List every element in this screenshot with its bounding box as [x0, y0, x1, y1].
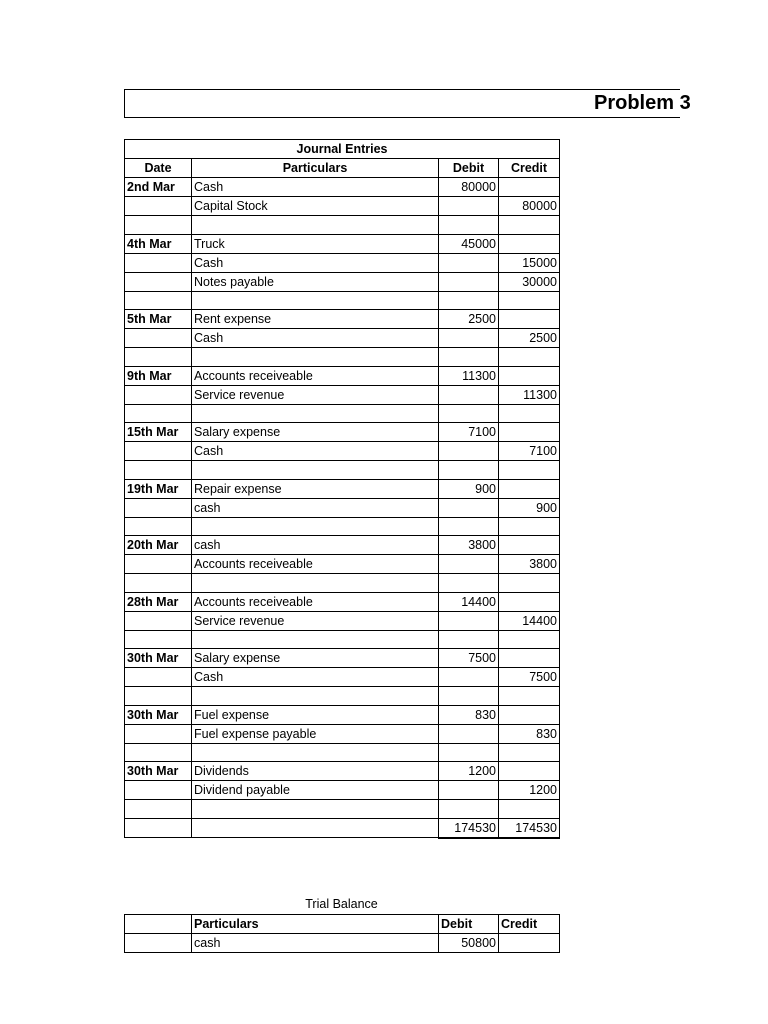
- debit-cell: [439, 329, 499, 348]
- column-header-blank: [125, 915, 192, 934]
- trial-balance-title: Trial Balance: [305, 897, 378, 911]
- credit-cell: [499, 934, 560, 953]
- date-cell: 19th Mar: [125, 479, 192, 498]
- date-cell: 30th Mar: [125, 762, 192, 781]
- credit-cell: 900: [499, 498, 560, 517]
- date-cell: 9th Mar: [125, 366, 192, 385]
- column-header-date: Date: [125, 159, 192, 178]
- date-cell: [125, 253, 192, 272]
- trial-header-row: [125, 915, 560, 934]
- date-cell: [125, 800, 192, 819]
- total-debit-cell: 174530: [439, 818, 499, 838]
- date-cell: 30th Mar: [125, 705, 192, 724]
- particulars-cell: [192, 348, 439, 367]
- table-row: [125, 234, 560, 253]
- credit-cell: [499, 630, 560, 649]
- debit-cell: [439, 348, 499, 367]
- table-row: [125, 329, 560, 348]
- totals-row: [125, 818, 560, 838]
- credit-cell: [499, 649, 560, 668]
- credit-cell: 11300: [499, 385, 560, 404]
- column-header-particulars: Particulars: [192, 159, 439, 178]
- debit-cell: 830: [439, 705, 499, 724]
- particulars-cell: Fuel expense payable: [192, 724, 439, 743]
- particulars-cell: Cash: [192, 178, 439, 197]
- credit-cell: [499, 348, 560, 367]
- credit-cell: 15000: [499, 253, 560, 272]
- particulars-cell: [192, 630, 439, 649]
- totals-blank-cell: [125, 818, 192, 838]
- debit-cell: [439, 724, 499, 743]
- date-cell: [125, 461, 192, 480]
- credit-cell: [499, 574, 560, 593]
- table-row: [125, 705, 560, 724]
- credit-cell: [499, 479, 560, 498]
- table-row: [125, 291, 560, 310]
- credit-cell: 1200: [499, 781, 560, 800]
- debit-cell: [439, 574, 499, 593]
- credit-cell: [499, 291, 560, 310]
- debit-cell: 11300: [439, 366, 499, 385]
- particulars-cell: Cash: [192, 253, 439, 272]
- credit-cell: 2500: [499, 329, 560, 348]
- particulars-cell: Dividends: [192, 762, 439, 781]
- particulars-cell: Dividend payable: [192, 781, 439, 800]
- table-row: [125, 934, 560, 953]
- debit-cell: [439, 611, 499, 630]
- table-row: [125, 555, 560, 574]
- table-row: [125, 592, 560, 611]
- particulars-cell: Repair expense: [192, 479, 439, 498]
- date-cell: [125, 743, 192, 762]
- debit-cell: [439, 687, 499, 706]
- date-cell: 2nd Mar: [125, 178, 192, 197]
- table-row: [125, 649, 560, 668]
- credit-cell: [499, 536, 560, 555]
- particulars-cell: Capital Stock: [192, 197, 439, 216]
- table-row: [125, 724, 560, 743]
- credit-cell: 3800: [499, 555, 560, 574]
- particulars-cell: [192, 574, 439, 593]
- particulars-cell: Salary expense: [192, 649, 439, 668]
- date-cell: [125, 216, 192, 235]
- debit-cell: [439, 197, 499, 216]
- particulars-cell: Cash: [192, 329, 439, 348]
- particulars-cell: cash: [192, 934, 439, 953]
- credit-cell: [499, 762, 560, 781]
- debit-cell: [439, 272, 499, 291]
- date-cell: [125, 724, 192, 743]
- debit-cell: [439, 630, 499, 649]
- debit-cell: 2500: [439, 310, 499, 329]
- particulars-cell: Service revenue: [192, 611, 439, 630]
- particulars-cell: [192, 743, 439, 762]
- debit-cell: [439, 291, 499, 310]
- date-cell: [125, 555, 192, 574]
- table-row: [125, 461, 560, 480]
- particulars-cell: Truck: [192, 234, 439, 253]
- credit-cell: [499, 423, 560, 442]
- table-row: [125, 687, 560, 706]
- date-cell: [125, 934, 192, 953]
- journal-entries-table: [124, 139, 560, 839]
- journal-title: Journal Entries: [125, 140, 560, 159]
- table-row: [125, 423, 560, 442]
- date-cell: [125, 498, 192, 517]
- credit-cell: 7100: [499, 442, 560, 461]
- journal-title-row: [125, 140, 560, 159]
- particulars-cell: [192, 687, 439, 706]
- column-header-debit: Debit: [439, 159, 499, 178]
- date-cell: [125, 442, 192, 461]
- particulars-cell: Rent expense: [192, 310, 439, 329]
- debit-cell: [439, 517, 499, 536]
- particulars-cell: [192, 800, 439, 819]
- particulars-cell: [192, 517, 439, 536]
- particulars-cell: Accounts receiveable: [192, 592, 439, 611]
- particulars-cell: Notes payable: [192, 272, 439, 291]
- date-cell: [125, 781, 192, 800]
- particulars-cell: [192, 404, 439, 423]
- totals-blank-cell: [192, 818, 439, 838]
- table-row: [125, 743, 560, 762]
- debit-cell: [439, 800, 499, 819]
- debit-cell: 3800: [439, 536, 499, 555]
- debit-cell: [439, 498, 499, 517]
- particulars-cell: Service revenue: [192, 385, 439, 404]
- table-row: [125, 574, 560, 593]
- debit-cell: 14400: [439, 592, 499, 611]
- particulars-cell: Salary expense: [192, 423, 439, 442]
- date-cell: [125, 668, 192, 687]
- date-cell: [125, 574, 192, 593]
- credit-cell: [499, 517, 560, 536]
- debit-cell: 80000: [439, 178, 499, 197]
- problem-title: Problem 3: [594, 92, 691, 114]
- credit-cell: [499, 461, 560, 480]
- date-cell: [125, 329, 192, 348]
- date-cell: [125, 630, 192, 649]
- total-credit-cell: 174530: [499, 818, 560, 838]
- table-row: [125, 800, 560, 819]
- debit-cell: 45000: [439, 234, 499, 253]
- credit-cell: [499, 800, 560, 819]
- debit-cell: [439, 743, 499, 762]
- date-cell: [125, 404, 192, 423]
- debit-cell: [439, 385, 499, 404]
- date-cell: [125, 197, 192, 216]
- date-cell: 20th Mar: [125, 536, 192, 555]
- particulars-cell: Cash: [192, 668, 439, 687]
- date-cell: [125, 291, 192, 310]
- table-row: [125, 442, 560, 461]
- credit-cell: [499, 404, 560, 423]
- problem-header: [124, 89, 691, 118]
- table-row: [125, 630, 560, 649]
- column-header-credit: Credit: [499, 915, 560, 934]
- credit-cell: [499, 705, 560, 724]
- particulars-cell: Fuel expense: [192, 705, 439, 724]
- credit-cell: [499, 178, 560, 197]
- table-row: [125, 517, 560, 536]
- debit-cell: 900: [439, 479, 499, 498]
- table-row: [125, 668, 560, 687]
- credit-cell: [499, 743, 560, 762]
- table-row: [125, 366, 560, 385]
- table-row: [125, 404, 560, 423]
- table-row: [125, 536, 560, 555]
- credit-cell: 80000: [499, 197, 560, 216]
- journal-header-row: [125, 159, 560, 178]
- table-row: [125, 197, 560, 216]
- debit-cell: [439, 461, 499, 480]
- date-cell: 4th Mar: [125, 234, 192, 253]
- debit-cell: 7100: [439, 423, 499, 442]
- date-cell: [125, 687, 192, 706]
- trial-balance-table: [124, 914, 560, 953]
- table-row: [125, 498, 560, 517]
- date-cell: [125, 348, 192, 367]
- table-row: [125, 385, 560, 404]
- table-row: [125, 611, 560, 630]
- column-header-credit: Credit: [499, 159, 560, 178]
- date-cell: 5th Mar: [125, 310, 192, 329]
- particulars-cell: [192, 291, 439, 310]
- debit-cell: [439, 216, 499, 235]
- debit-cell: [439, 404, 499, 423]
- particulars-cell: [192, 461, 439, 480]
- credit-cell: [499, 234, 560, 253]
- date-cell: [125, 611, 192, 630]
- date-cell: 28th Mar: [125, 592, 192, 611]
- credit-cell: [499, 366, 560, 385]
- particulars-cell: Cash: [192, 442, 439, 461]
- credit-cell: [499, 216, 560, 235]
- particulars-cell: cash: [192, 498, 439, 517]
- credit-cell: 14400: [499, 611, 560, 630]
- table-row: [125, 762, 560, 781]
- particulars-cell: cash: [192, 536, 439, 555]
- credit-cell: 830: [499, 724, 560, 743]
- table-row: [125, 479, 560, 498]
- credit-cell: [499, 592, 560, 611]
- table-row: [125, 348, 560, 367]
- date-cell: [125, 385, 192, 404]
- debit-cell: [439, 555, 499, 574]
- debit-cell: 1200: [439, 762, 499, 781]
- date-cell: 15th Mar: [125, 423, 192, 442]
- particulars-cell: Accounts receiveable: [192, 555, 439, 574]
- table-row: [125, 178, 560, 197]
- table-row: [125, 310, 560, 329]
- particulars-cell: [192, 216, 439, 235]
- debit-cell: 7500: [439, 649, 499, 668]
- debit-cell: 50800: [439, 934, 499, 953]
- debit-cell: [439, 253, 499, 272]
- credit-cell: [499, 310, 560, 329]
- table-row: [125, 253, 560, 272]
- date-cell: 30th Mar: [125, 649, 192, 668]
- credit-cell: 30000: [499, 272, 560, 291]
- date-cell: [125, 517, 192, 536]
- credit-cell: [499, 687, 560, 706]
- table-row: [125, 216, 560, 235]
- column-header-debit: Debit: [439, 915, 499, 934]
- table-row: [125, 781, 560, 800]
- credit-cell: 7500: [499, 668, 560, 687]
- column-header-particulars: Particulars: [192, 915, 439, 934]
- debit-cell: [439, 781, 499, 800]
- date-cell: [125, 272, 192, 291]
- particulars-cell: Accounts receiveable: [192, 366, 439, 385]
- table-row: [125, 272, 560, 291]
- debit-cell: [439, 442, 499, 461]
- debit-cell: [439, 668, 499, 687]
